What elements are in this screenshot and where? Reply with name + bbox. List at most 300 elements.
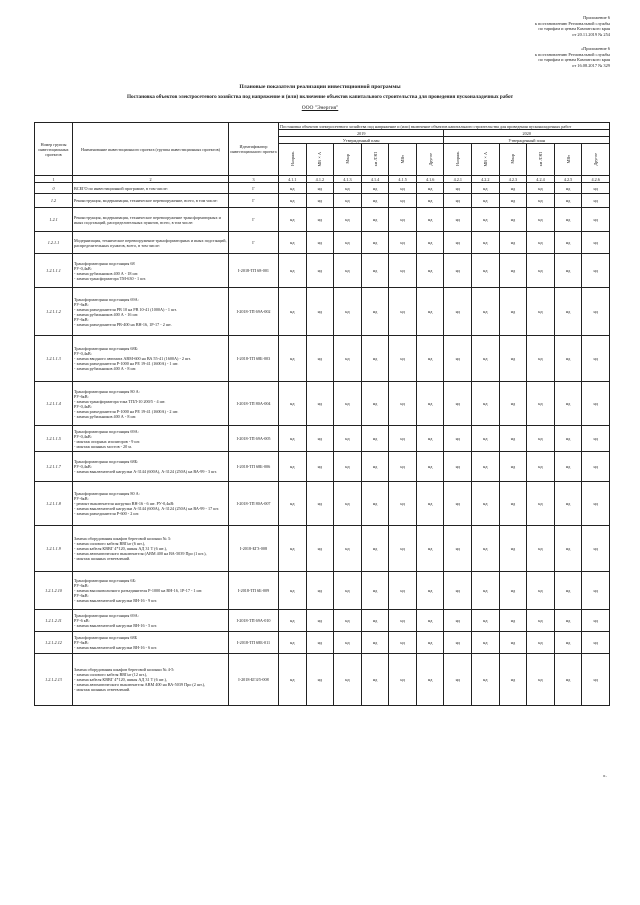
indicator-value-cell: нд [389,183,417,194]
indicator-value-cell: нд [554,452,582,482]
indicator-value-cell: нд [499,426,527,452]
indicator-value-cell: нд [389,254,417,288]
indicator-value-cell: нд [416,232,444,254]
indicator-value-cell: нд [499,232,527,254]
indicator-value-cell: нд [499,382,527,426]
project-id-cell: Г [229,183,279,194]
indicator-value-cell: нд [444,194,472,208]
indicator-value-cell: нд [306,632,334,654]
group-number-cell: 1.2.1.1.4 [35,382,73,426]
indicator-value-cell: нд [416,336,444,382]
indicator-value-cell: нд [527,452,555,482]
indicator-value-cell: нд [499,194,527,208]
appendix-note [535,15,610,37]
indicator-value-cell: нд [279,382,307,426]
indicator-value-cell: нд [306,452,334,482]
indicator-value-cell: нд [389,452,417,482]
indicator-value-cell: нд [361,426,389,452]
group-number-cell: 1.2.1.2.11 [35,610,73,632]
sub-column-label: Напряж. [455,151,461,167]
appendix-previous-note [535,46,610,68]
indicator-value-cell: нд [416,610,444,632]
indicator-value-cell: нд [582,572,610,610]
indicator-value-cell: нд [527,232,555,254]
indicator-value-cell: нд [472,426,500,452]
indicator-value-cell: нд [444,254,472,288]
indicator-value-cell: нд [472,482,500,526]
indicator-value-cell: нд [554,183,582,194]
indicator-value-cell: нд [334,208,362,232]
table-row [35,452,610,482]
table-row [35,572,610,610]
indicator-value-cell: нд [527,610,555,632]
indicator-value-cell: нд [334,194,362,208]
group-number-cell: 1.2 [35,194,73,208]
indicator-value-cell: нд [527,254,555,288]
column-index-cell: 4.2.5 [554,176,582,183]
document-subtitle: Постановка объектов электросетевого хозяйства под напряжение и (или) включение объектов капитального строительства для проведения пусконаладочных работ [126,94,514,100]
sub-column-header [279,144,307,176]
indicator-value-cell: нд [472,232,500,254]
indicator-value-cell: нд [472,452,500,482]
sub-column-label: км ЛЭП [372,151,378,167]
project-name-cell: Трансформаторная подстанция 68Б РУ-6кВ: - замена выключателей нагрузки ВН-16 - 6 шт. [73,632,229,654]
indicator-value-cell: нд [416,382,444,426]
project-name-cell: Замена оборудования шкафов береговой колонки № 4-5: - замена силового кабеля ВВГнг (12 шт.), - замена кабеля КВВГ 4*120, шины АД 31 Т (6 шт.), - замена автоматического выключателя АВМ 400 на ВА-5039 Про (2 шт.), - монтаж шинных ответвлений. [73,654,229,706]
indicator-value-cell: нд [472,336,500,382]
indicator-value-cell: нд [582,382,610,426]
indicator-value-cell: нд [444,452,472,482]
table-body [35,183,610,706]
appendix-line: по тарифам и ценам Камчатского края [538,26,610,32]
indicator-value-cell: нд [527,194,555,208]
indicator-value-cell: нд [334,632,362,654]
column-index-cell: 4.2.1 [444,176,472,183]
sub-column-header [444,144,472,176]
indicator-value-cell: нд [554,610,582,632]
indicator-value-cell: нд [361,610,389,632]
column-index-cell: 4.2.4 [527,176,555,183]
project-id-cell: Г [229,194,279,208]
sub-column-label: МВт [400,154,406,164]
group-number-cell: 1.2.1.2.13 [35,654,73,706]
indicator-value-cell: нд [389,288,417,336]
indicator-value-cell: нд [499,183,527,194]
indicator-value-cell: нд [554,208,582,232]
appendix-previous-line: от 16.08.2017 № 329 [572,62,610,68]
sub-column-label: МВ×А [317,151,323,167]
project-id-cell: I-2018-БГ3-008 [229,526,279,572]
indicator-value-cell: нд [361,208,389,232]
indicator-value-cell: нд [279,572,307,610]
indicator-value-cell: нд [582,254,610,288]
sub-column-label: Мвар [344,154,350,164]
indicator-value-cell: нд [527,336,555,382]
indicator-value-cell: нд [361,452,389,482]
indicator-value-cell: нд [444,526,472,572]
group-number-cell: 1.2.1.2.10 [35,572,73,610]
col-header-group-number: Номер группы инвестиционных проектов [35,123,73,176]
group-number-cell: 1.2.1.1.7 [35,452,73,482]
document-titles [0,84,640,111]
indicator-value-cell: нд [444,336,472,382]
indicator-value-cell: нд [582,654,610,706]
indicator-value-cell: нд [334,426,362,452]
project-id-cell: I-2018-ТП 68-001 [229,254,279,288]
organization-name: ООО "Энергия" [301,105,339,111]
indicator-value-cell: нд [554,572,582,610]
indicator-value-cell: нд [499,288,527,336]
indicator-value-cell: нд [416,183,444,194]
project-name-cell: ВСЕГО по инвестиционной программе, в том числе: [73,183,229,194]
indicator-value-cell: нд [389,232,417,254]
indicator-value-cell: нд [279,526,307,572]
table-row [35,654,610,706]
indicator-value-cell: нд [527,183,555,194]
indicator-value-cell: нд [279,336,307,382]
indicator-value-cell: нд [279,254,307,288]
sub-column-header [416,144,444,176]
indicator-value-cell: нд [527,572,555,610]
project-name-cell: Реконструкция, модернизация, техническое перевооружение, всего, в том числе: [73,194,229,208]
project-id-cell: I-2018-ТП 80А-004 [229,382,279,426]
indicator-value-cell: нд [306,232,334,254]
indicator-value-cell: нд [582,194,610,208]
indicator-value-cell: нд [334,336,362,382]
indicator-value-cell: нд [416,654,444,706]
indicator-value-cell: нд [444,232,472,254]
col-header-year-2020: 2020 [444,130,610,137]
table-row [35,194,610,208]
appendix-line: от 20.11.2019 № 254 [572,31,610,37]
indicator-value-cell: нд [582,526,610,572]
indicator-value-cell: нд [527,426,555,452]
indicator-value-cell: нд [499,336,527,382]
indicator-value-cell: нд [472,610,500,632]
indicator-value-cell: нд [416,632,444,654]
indicator-value-cell: нд [444,183,472,194]
table-row [35,254,610,288]
table-row [35,632,610,654]
indicator-value-cell: нд [527,632,555,654]
indicator-value-cell: нд [279,452,307,482]
table-row [35,208,610,232]
col-header-project-id: Идентификатор инвестиционного проекта [229,123,279,176]
project-name-cell: Трансформаторная подстанция 69А: РУ-0,4кВ: - монтаж опорных изоляторов - 9 шт. - монтаж шинных мостов - 20 м. [73,426,229,452]
indicator-value-cell: нд [527,382,555,426]
indicator-value-cell: нд [444,610,472,632]
col-header-plan-2019: Утвержденный план [279,137,444,144]
indicator-value-cell: нд [554,382,582,426]
indicator-value-cell: нд [499,254,527,288]
indicator-value-cell: нд [554,194,582,208]
project-id-cell: I-2018-ТП 68Б-011 [229,632,279,654]
indicator-value-cell: нд [582,632,610,654]
sub-column-header [554,144,582,176]
indicator-value-cell: нд [306,382,334,426]
indicator-value-cell: нд [361,183,389,194]
appendix-line: к постановлению Региональной службы [534,20,610,26]
indicator-value-cell: нд [527,208,555,232]
col-header-plan-2020: Утвержденный план [444,137,610,144]
indicator-value-cell: нд [361,654,389,706]
group-number-cell: 1.2.1 [35,208,73,232]
appendix-previous-line: «Приложение 6 [580,46,610,51]
indicator-value-cell: нд [334,610,362,632]
indicator-value-cell: нд [279,482,307,526]
table-row [35,232,610,254]
indicator-value-cell: нд [499,482,527,526]
indicator-value-cell: нд [554,654,582,706]
indicator-value-cell: нд [582,482,610,526]
indicator-value-cell: нд [554,526,582,572]
sub-column-header [582,144,610,176]
column-index-cell: 1 [35,176,73,183]
project-name-cell: Реконструкция, модернизация, техническое перевооружение трансформаторных и иных подстанций, распределительных пунктов, всего, в том числе: [73,208,229,232]
indicator-value-cell: нд [582,183,610,194]
indicator-value-cell: нд [554,288,582,336]
column-index-cell: 4.1.5 [389,176,417,183]
indicator-value-cell: нд [389,426,417,452]
project-id-cell: I-2018-ТП 68Б-006 [229,452,279,482]
indicator-value-cell: нд [472,254,500,288]
indicator-value-cell: нд [472,654,500,706]
group-number-cell: 1.2.1.1.3 [35,336,73,382]
indicator-value-cell: нд [444,654,472,706]
project-name-cell: Трансформаторная подстанция 69А: РУ-6кВ: - замена разъединителя РВ 10 на РВ 10-41 (1000А) - 1 шт. - замена рубильников 400 А - 16 шт. РУ-6кВ: - замена разъединителя РВ-400 на ВН-16, 1Р-17 - 2 шт. [73,288,229,336]
indicator-value-cell: нд [306,336,334,382]
indicator-value-cell: нд [361,482,389,526]
project-id-cell: I-2018-ТП 69А-005 [229,426,279,452]
indicator-value-cell: нд [361,382,389,426]
indicator-value-cell: нд [389,482,417,526]
sub-column-label: МВ×А [482,151,488,167]
indicator-value-cell: нд [472,526,500,572]
indicator-value-cell: нд [499,572,527,610]
sub-column-header [361,144,389,176]
sub-column-header [499,144,527,176]
indicator-value-cell: нд [416,482,444,526]
indicator-value-cell: нд [416,426,444,452]
indicator-value-cell: нд [582,452,610,482]
indicator-value-cell: нд [444,382,472,426]
indicator-value-cell: нд [389,336,417,382]
indicator-value-cell: нд [472,382,500,426]
indicators-table [34,122,610,706]
project-id-cell: I-2018-ТП 6Б-009 [229,572,279,610]
indicator-value-cell: нд [306,208,334,232]
project-name-cell: Трансформаторная подстанция 6Б: РУ-6кВ: - замена высоковольтного разъединителя Р-1000 на ВН-16, 1Р-17 - 1 шт. РУ-6кВ: - замена выключателей нагрузки ВН-16 - 9 шт. [73,572,229,610]
group-number-cell: 1.2.1.1.5 [35,426,73,452]
project-id-cell: I-2018-ТП 69А-010 [229,610,279,632]
column-index-cell: 4.1.6 [416,176,444,183]
indicator-value-cell: нд [416,288,444,336]
group-number-cell: 1.2.1.1.8 [35,482,73,526]
document-title: Плановые показатели реализации инвестиционной программы [239,84,401,90]
indicator-value-cell: нд [554,426,582,452]
indicator-value-cell: нд [554,336,582,382]
indicator-value-cell: нд [472,572,500,610]
indicator-value-cell: нд [527,654,555,706]
sub-column-label: Другое [593,152,599,166]
table-row [35,288,610,336]
appendix-line: Приложение 6 [583,15,610,20]
group-number-cell: 1.2.1.2.12 [35,632,73,654]
indicator-value-cell: нд [361,232,389,254]
indicator-value-cell: нд [582,336,610,382]
indicator-value-cell: нд [444,208,472,232]
indicator-value-cell: нд [444,426,472,452]
table-row [35,482,610,526]
indicator-value-cell: нд [527,288,555,336]
indicator-value-cell: нд [416,254,444,288]
indicator-value-cell: нд [306,183,334,194]
indicator-value-cell: нд [334,254,362,288]
indicator-value-cell: нд [472,632,500,654]
indicator-value-cell: нд [554,482,582,526]
col-header-year-2019: 2019 [279,130,444,137]
indicator-value-cell: нд [279,194,307,208]
sub-column-header [334,144,362,176]
table-row [35,426,610,452]
indicator-value-cell: нд [499,208,527,232]
indicator-value-cell: нд [416,526,444,572]
project-name-cell: Трансформаторная подстанция 80 А: РУ-6кВ: - замена трансформатора тока ТПЛ-10 200/5 - 4 шт. РУ-0,4кВ: - замена разъединителя Р-1000 на РЕ 19-41 (1600А) - 2 шт. - замена рубильников 400 А - 8 шт. [73,382,229,426]
project-id-cell: Г [229,232,279,254]
column-index-cell: 4.2.2 [472,176,500,183]
table-header [35,123,610,183]
indicator-value-cell: нд [334,183,362,194]
indicator-value-cell: нд [334,232,362,254]
col-header-project-name: Наименование инвестиционного проекта (группы инвестиционных проектов) [73,123,229,176]
indicator-value-cell: нд [389,572,417,610]
indicator-value-cell: нд [416,452,444,482]
indicator-value-cell: нд [444,572,472,610]
indicator-value-cell: нд [306,426,334,452]
sub-column-header [472,144,500,176]
indicator-value-cell: нд [389,208,417,232]
indicator-value-cell: нд [416,208,444,232]
indicator-value-cell: нд [279,183,307,194]
indicator-value-cell: нд [361,336,389,382]
indicator-value-cell: нд [279,426,307,452]
group-number-cell: 1.2.1.1.9 [35,526,73,572]
indicator-value-cell: нд [499,654,527,706]
indicator-value-cell: нд [306,254,334,288]
sub-column-label: км ЛЭП [537,151,543,167]
indicator-value-cell: нд [472,208,500,232]
indicator-value-cell: нд [472,288,500,336]
closing-mark: ». [603,774,607,779]
project-name-cell: Трансформаторная подстанция 68Б: РУ-0,4кВ: - замена выключателей нагрузки А-3144 (600А), А-3124 (250А) на ВА-99 - 3 шт. [73,452,229,482]
indicator-value-cell: нд [527,482,555,526]
table-row [35,183,610,194]
project-id-cell: I-2018-БГ4/5-008 [229,654,279,706]
column-index-cell: 4.1.3 [334,176,362,183]
indicator-value-cell: нд [334,654,362,706]
indicator-value-cell: нд [334,288,362,336]
indicator-value-cell: нд [472,183,500,194]
indicator-value-cell: нд [582,208,610,232]
indicator-value-cell: нд [306,526,334,572]
indicator-value-cell: нд [306,194,334,208]
group-number-cell: 1.2.1.1.2 [35,288,73,336]
column-index-cell: 4.1.2 [306,176,334,183]
project-id-cell: I-2018-ТП 68Б-003 [229,336,279,382]
indicator-value-cell: нд [279,288,307,336]
project-name-cell: Замена оборудования шкафов береговой колонки № 3: - замена силового кабеля ВВГнг (6 шт.), - замена кабеля КВВГ 4*120, шины АД 31 Т (6 шт.), - замена автоматического выключателя (АВМ 400 на ВА-5039 Про (1 шт.), - монтаж шинных ответвлений. [73,526,229,572]
indicator-value-cell: нд [306,610,334,632]
indicator-value-cell: нд [389,382,417,426]
indicator-value-cell: нд [389,610,417,632]
indicator-value-cell: нд [279,610,307,632]
indicator-value-cell: нд [279,632,307,654]
indicator-value-cell: нд [444,288,472,336]
indicator-value-cell: нд [499,610,527,632]
indicator-value-cell: нд [334,382,362,426]
project-name-cell: Модернизация, техническое перевооружение трансформаторных и иных подстанций, распределительных пунктов, всего, в том числе: [73,232,229,254]
indicator-value-cell: нд [554,632,582,654]
column-index-cell: 2 [73,176,229,183]
indicator-value-cell: нд [389,654,417,706]
sub-column-label: Напряж. [289,151,295,167]
indicator-value-cell: нд [361,288,389,336]
indicator-value-cell: нд [499,632,527,654]
table-row [35,336,610,382]
indicator-value-cell: нд [306,288,334,336]
project-name-cell: Трансформаторная подстанция 68 РУ-0,4кВ: - замена рубильников 400 А - 18 шт. - замена трансформатора ТМ-630 - 1 шт. [73,254,229,288]
indicator-value-cell: нд [444,632,472,654]
indicator-value-cell: нд [306,572,334,610]
appendix-previous-line: к постановлению Региональной службы [534,51,610,57]
indicator-value-cell: нд [361,572,389,610]
indicator-value-cell: нд [361,526,389,572]
indicator-value-cell: нд [306,482,334,526]
column-index-cell: 4.1.1 [279,176,307,183]
indicator-value-cell: нд [582,288,610,336]
group-number-cell: 1.2.1.1.1 [35,254,73,288]
indicator-value-cell: нд [582,426,610,452]
column-index-cell: 4.2.3 [499,176,527,183]
project-name-cell: Трансформаторная подстанция 80 А: РУ-6кВ: - ремонт выключателя нагрузки ВН-16 - 6 шт. РУ-0,4кВ: - замена выключателей нагрузки А-3144 (600А), А-3124 (250А) на ВА-99 - 17 шт. - замена разъединителя Р-600 - 2 шт. [73,482,229,526]
sub-column-label: Мвар [510,154,516,164]
project-name-cell: Трансформаторная подстанция 68Б: РУ-0,4кВ: - замена вводного автомата АВМ-600 на ВА 55-41 (1600А) - 2 шт. - замена разъединителя Р-1000 на РЕ 19-41 (1600А) - 1 шт. - замена рубильников 400 А - 8 шт. [73,336,229,382]
appendix-previous-line: по тарифам и ценам Камчатского края [538,57,610,63]
sub-column-header [389,144,417,176]
indicator-value-cell: нд [582,610,610,632]
indicator-value-cell: нд [306,654,334,706]
indicator-value-cell: нд [416,572,444,610]
indicator-value-cell: нд [279,232,307,254]
column-index-cell: 4.2.6 [582,176,610,183]
sub-column-label: Другое [427,152,433,166]
column-index-cell: 3 [229,176,279,183]
project-id-cell: I-2018-ТП 69А-002 [229,288,279,336]
indicator-value-cell: нд [334,452,362,482]
indicator-value-cell: нд [527,526,555,572]
sub-column-header [527,144,555,176]
indicator-value-cell: нд [472,194,500,208]
group-number-cell: 0 [35,183,73,194]
indicator-value-cell: нд [389,526,417,572]
indicator-value-cell: нд [582,232,610,254]
indicator-value-cell: нд [334,572,362,610]
sub-column-label: МВт [565,154,571,164]
sub-column-header [306,144,334,176]
indicator-value-cell: нд [499,526,527,572]
indicator-value-cell: нд [389,194,417,208]
project-id-cell: Г [229,208,279,232]
